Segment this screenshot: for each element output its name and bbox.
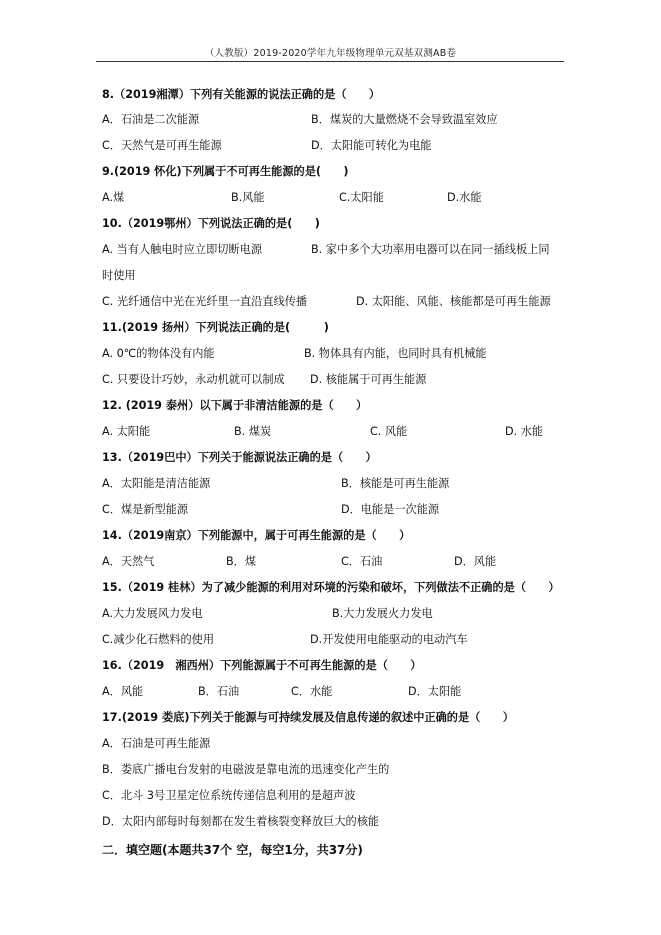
question-14-option-c: C．石油 xyxy=(341,555,383,568)
question-17-stem: 17.(2019 娄底)下列关于能源与可持续发展及信息传递的叙述中正确的是（ ） xyxy=(102,711,514,724)
question-15-option-c: C.减少化石燃料的使用 xyxy=(102,633,215,646)
question-16-option-a: A．风能 xyxy=(102,685,144,698)
question-8-option-a: A．石油是二次能源 xyxy=(102,113,200,126)
question-12-stem: 12. (2019 泰州）以下属于非清洁能源的是（ ） xyxy=(102,399,368,412)
question-15-option-a: A.大力发展风力发电 xyxy=(102,607,203,620)
question-17-option-a: A．石油是可再生能源 xyxy=(102,737,211,750)
question-10-stem: 10.（2019鄂州）下列说法正确的是( ) xyxy=(102,217,320,230)
question-17-option-d: D．太阳内部每时每刻都在发生着核裂变释放巨大的核能 xyxy=(102,815,380,828)
header-divider xyxy=(96,61,564,62)
question-13-stem: 13.（2019巴中）下列关于能源说法正确的是（ ） xyxy=(102,451,377,464)
question-16-stem: 16.（2019 湘西州）下列能源属于不可再生能源的是（ ） xyxy=(102,659,422,672)
question-16-option-c: C．水能 xyxy=(291,685,333,698)
question-11-option-d: D. 核能属于可再生能源 xyxy=(310,373,427,386)
question-8-option-c: C．天然气是可再生能源 xyxy=(102,139,222,152)
question-10-option-b-continued: 时使用 xyxy=(102,269,136,282)
question-14-stem: 14.（2019南京）下列能源中，属于可再生能源的是（ ） xyxy=(102,529,411,542)
question-10-option-b: B. 家中多个大功率用电器可以在同一插线板上同 xyxy=(311,243,550,256)
question-12-option-a: A. 太阳能 xyxy=(102,425,151,438)
question-8-option-d: D．太阳能可转化为电能 xyxy=(311,139,432,152)
question-11-stem: 11.(2019 扬州）下列说法正确的是( ) xyxy=(102,321,329,334)
question-13-option-d: D．电能是一次能源 xyxy=(341,503,440,516)
question-14-option-b: B．煤 xyxy=(226,555,257,568)
question-10-option-a: A. 当有人触电时应立即切断电源 xyxy=(102,243,263,256)
question-13-option-b: B．核能是可再生能源 xyxy=(341,477,450,490)
question-12-option-c: C. 风能 xyxy=(370,425,408,438)
question-12-option-d: D. 水能 xyxy=(505,425,544,438)
question-14-option-a: A．天然气 xyxy=(102,555,155,568)
question-11-option-a: A. 0℃的物体没有内能 xyxy=(102,347,215,360)
question-15-option-d: D.开发使用电能驱动的电动汽车 xyxy=(310,633,468,646)
question-9-option-b: B.风能 xyxy=(231,191,265,204)
question-9-option-c: C.太阳能 xyxy=(339,191,384,204)
question-13-option-a: A．太阳能是清洁能源 xyxy=(102,477,211,490)
question-15-option-b: B.大力发展火力发电 xyxy=(332,607,433,620)
question-9-option-a: A.煤 xyxy=(102,191,125,204)
question-16-option-b: B．石油 xyxy=(198,685,240,698)
question-17-option-b: B．娄底广播电台发射的电磁波是靠电流的迅速变化产生的 xyxy=(102,763,390,776)
question-10-option-d: D. 太阳能、风能、核能都是可再生能源 xyxy=(356,295,551,308)
question-14-option-d: D．风能 xyxy=(454,555,497,568)
question-13-option-c: C．煤是新型能源 xyxy=(102,503,189,516)
question-11-option-b: B. 物体具有内能，也同时具有机械能 xyxy=(304,347,487,360)
page-header: （人教版）2019-2020学年九年级物理单元双基双测AB卷 xyxy=(204,48,457,59)
question-15-stem: 15.（2019 桂林）为了减少能源的利用对环境的污染和破坏，下列做法不正确的是（ ） xyxy=(102,581,560,594)
question-16-option-d: D．太阳能 xyxy=(408,685,462,698)
question-9-option-d: D.水能 xyxy=(447,191,482,204)
section-title-fill-in-blank: 二．填空题(本题共37个 空，每空1分，共37分) xyxy=(102,843,363,857)
question-8-stem: 8.（2019湘潭）下列有关能源的说法正确的是（ ） xyxy=(102,88,381,101)
question-11-option-c: C. 只要设计巧妙，永动机就可以制成 xyxy=(102,373,285,386)
question-12-option-b: B. 煤炭 xyxy=(234,425,272,438)
question-9-stem: 9.(2019 怀化)下列属于不可再生能源的是( ) xyxy=(102,165,349,178)
question-10-option-c: C. 光纤通信中光在光纤里一直沿直线传播 xyxy=(102,295,308,308)
question-17-option-c: C．北斗 3号卫星定位系统传递信息利用的是超声波 xyxy=(102,789,356,802)
question-8-option-b: B．煤炭的大量燃烧不会导致温室效应 xyxy=(311,113,498,126)
